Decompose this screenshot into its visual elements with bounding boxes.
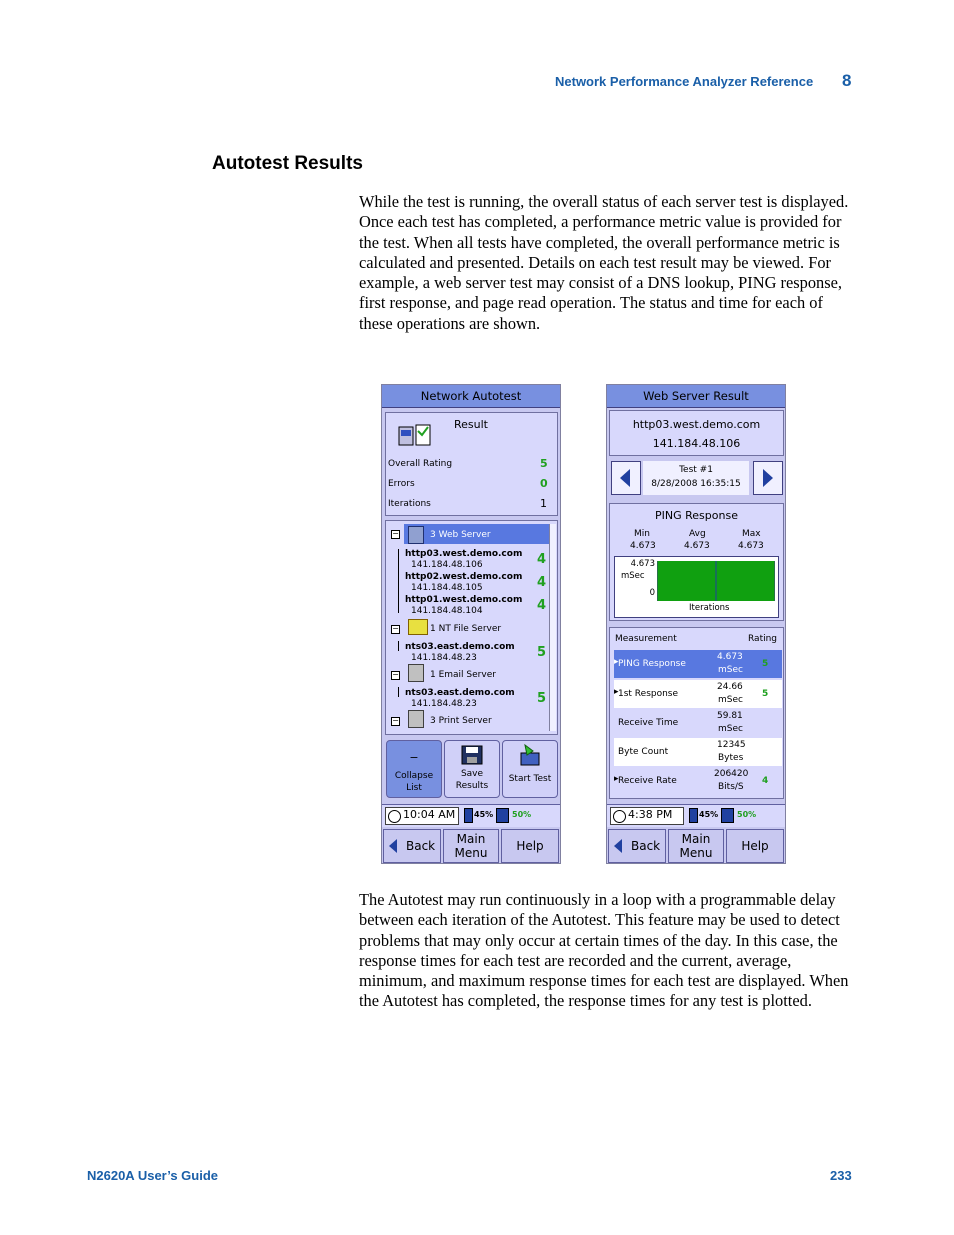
errors-value: 0 (540, 477, 548, 490)
battery-icon (464, 808, 473, 823)
save-results-button[interactable]: Save Results (444, 740, 500, 798)
tree-ip: 141.184.48.106 (411, 560, 483, 570)
battery-icon (689, 808, 698, 823)
screen-title: Network Autotest (382, 385, 560, 408)
tree-group-email[interactable]: 1 Email Server (430, 670, 496, 680)
iterations-label: Iterations (388, 499, 431, 509)
tree-host[interactable]: http02.west.demo.com (405, 572, 523, 582)
tree-ip: 141.184.48.23 (411, 653, 477, 663)
main-menu-button[interactable]: Main Menu (443, 829, 499, 863)
tree-scrollbar[interactable] (549, 524, 556, 731)
tree-group-web[interactable]: 3 Web Server (430, 530, 491, 540)
back-button[interactable]: Back (608, 829, 666, 863)
collapse-box-icon[interactable]: − (392, 624, 399, 633)
loop-paragraph: The Autotest may run continuously in a loop with a programmable delay between each iteration of the Autotest. This feature may be used to detect problems that may only occur at certain times of the day. In this case, the response times for each test are recorded and the current, average, minimum, and maximum response times for each test are displayed. When the Autotest has completed, the response times for any test is plotted. (359, 890, 849, 1011)
tree-rating: 4 (537, 598, 547, 613)
screen-title: Web Server Result (607, 385, 785, 408)
print-server-icon (408, 710, 424, 728)
clock-field: 10:04 AM (385, 807, 459, 825)
tree-host[interactable]: nts03.east.demo.com (405, 642, 515, 652)
result-label: Result (454, 418, 488, 431)
footer-guide-title: N2620A User’s Guide (87, 1168, 219, 1183)
server-host: http03.west.demo.com (632, 418, 761, 431)
intro-paragraph: While the test is running, the overall status of each server test is displayed. Once each test has completed, a performance metric value is provided for the test. When all tests have completed, the overall performance metric is calculated and presented. Details on each test result may be viewed. For example, a web server test may consist of a DNS lookup, PING response, first response, and page read operation. The status and time for each of these operations are shown. (359, 192, 849, 333)
page-number: 233 (830, 1168, 852, 1183)
help-button[interactable]: Help (501, 829, 559, 863)
memory-card-icon (721, 808, 734, 823)
iterations-value: 1 (540, 497, 547, 510)
back-button[interactable]: Back (383, 829, 441, 863)
ping-title: PING Response (655, 509, 738, 522)
start-test-icon (517, 743, 543, 767)
clock-icon (388, 810, 401, 823)
tree-rating: 4 (537, 552, 547, 567)
back-arrow-icon (614, 839, 622, 853)
tree-rating: 5 (537, 645, 547, 660)
clock-field: 4:38 PM (610, 807, 684, 825)
tree-rating: 5 (537, 691, 547, 706)
web-server-icon (408, 526, 424, 544)
measurement-table (609, 627, 784, 799)
collapse-list-button[interactable]: − Collapse List (386, 740, 442, 798)
y-axis-label: mSec (621, 571, 645, 581)
tree-host[interactable]: nts03.east.demo.com (405, 688, 515, 698)
ping-chart (614, 556, 779, 618)
table-row[interactable]: Byte Count 12345 Bytes (614, 738, 782, 766)
tree-ip: 141.184.48.23 (411, 699, 477, 709)
collapse-box-icon[interactable]: − (392, 716, 399, 725)
tree-group-print[interactable]: 3 Print Server (430, 716, 492, 726)
analyzer-icon (398, 423, 432, 449)
status-bar: 4:38 PM 45% 50% (607, 804, 785, 827)
tree-group-nt[interactable]: 1 NT File Server (430, 624, 502, 634)
ping-plot (657, 561, 775, 601)
tree-ip: 141.184.48.105 (411, 583, 483, 593)
section-heading: Autotest Results (212, 153, 363, 174)
email-server-icon (408, 664, 424, 682)
table-row[interactable]: ▸ 1st Response 24.66 mSec 5 (614, 680, 782, 708)
tree-host[interactable]: http01.west.demo.com (405, 595, 523, 605)
running-header: Network Performance Analyzer Reference (555, 74, 814, 89)
next-test-button[interactable] (753, 461, 783, 495)
collapse-box-icon[interactable]: − (392, 670, 399, 679)
ping-response-panel: PING Response Min 4.673 Avg 4.673 Max 4.673 4.673 mSec 0 Iterations (609, 503, 784, 621)
rating-header: Rating (748, 634, 778, 644)
web-server-result-screen (606, 384, 786, 864)
server-info-panel (609, 410, 784, 456)
table-row[interactable]: ▸ PING Response 4.673 mSec 5 (614, 650, 782, 678)
tree-host[interactable]: http03.west.demo.com (405, 549, 523, 559)
result-panel (385, 412, 558, 516)
ping-bar (658, 561, 716, 601)
overall-rating-value: 5 (540, 457, 548, 470)
table-row[interactable]: ▸ Receive Rate 206420 Bits/S 4 (614, 767, 782, 795)
server-ip: 141.184.48.106 (652, 437, 741, 450)
collapse-box-icon[interactable]: − (392, 529, 399, 538)
help-button[interactable]: Help (726, 829, 784, 863)
network-autotest-screen (381, 384, 561, 864)
right-arrow-icon (763, 469, 773, 487)
y-tick-label: 0 (649, 588, 655, 598)
previous-test-button[interactable] (611, 461, 641, 495)
overall-rating-label: Overall Rating (388, 459, 453, 469)
collapse-icon: − (409, 751, 419, 764)
clock-icon (613, 810, 626, 823)
status-bar: 10:04 AM 45% 50% (382, 804, 560, 827)
start-test-button[interactable]: Start Test (502, 740, 558, 798)
measurement-header: Measurement (615, 634, 677, 644)
floppy-disk-icon (461, 745, 483, 765)
tree-rating: 4 (537, 575, 547, 590)
memory-card-icon (496, 808, 509, 823)
table-row[interactable]: Receive Time 59.81 mSec (614, 709, 782, 737)
tree-ip: 141.184.48.104 (411, 606, 483, 616)
left-arrow-icon (620, 469, 630, 487)
main-menu-button[interactable]: Main Menu (668, 829, 724, 863)
test-info: Test #1 8/28/2008 16:35:15 (643, 461, 749, 495)
y-tick-label: 4.673 (630, 559, 655, 569)
x-axis-label: Iterations (689, 603, 730, 613)
back-arrow-icon (389, 839, 397, 853)
chapter-number: 8 (842, 71, 852, 90)
server-tree[interactable] (385, 520, 558, 735)
errors-label: Errors (388, 479, 415, 489)
ping-bar (717, 561, 775, 601)
folder-icon (408, 619, 428, 635)
